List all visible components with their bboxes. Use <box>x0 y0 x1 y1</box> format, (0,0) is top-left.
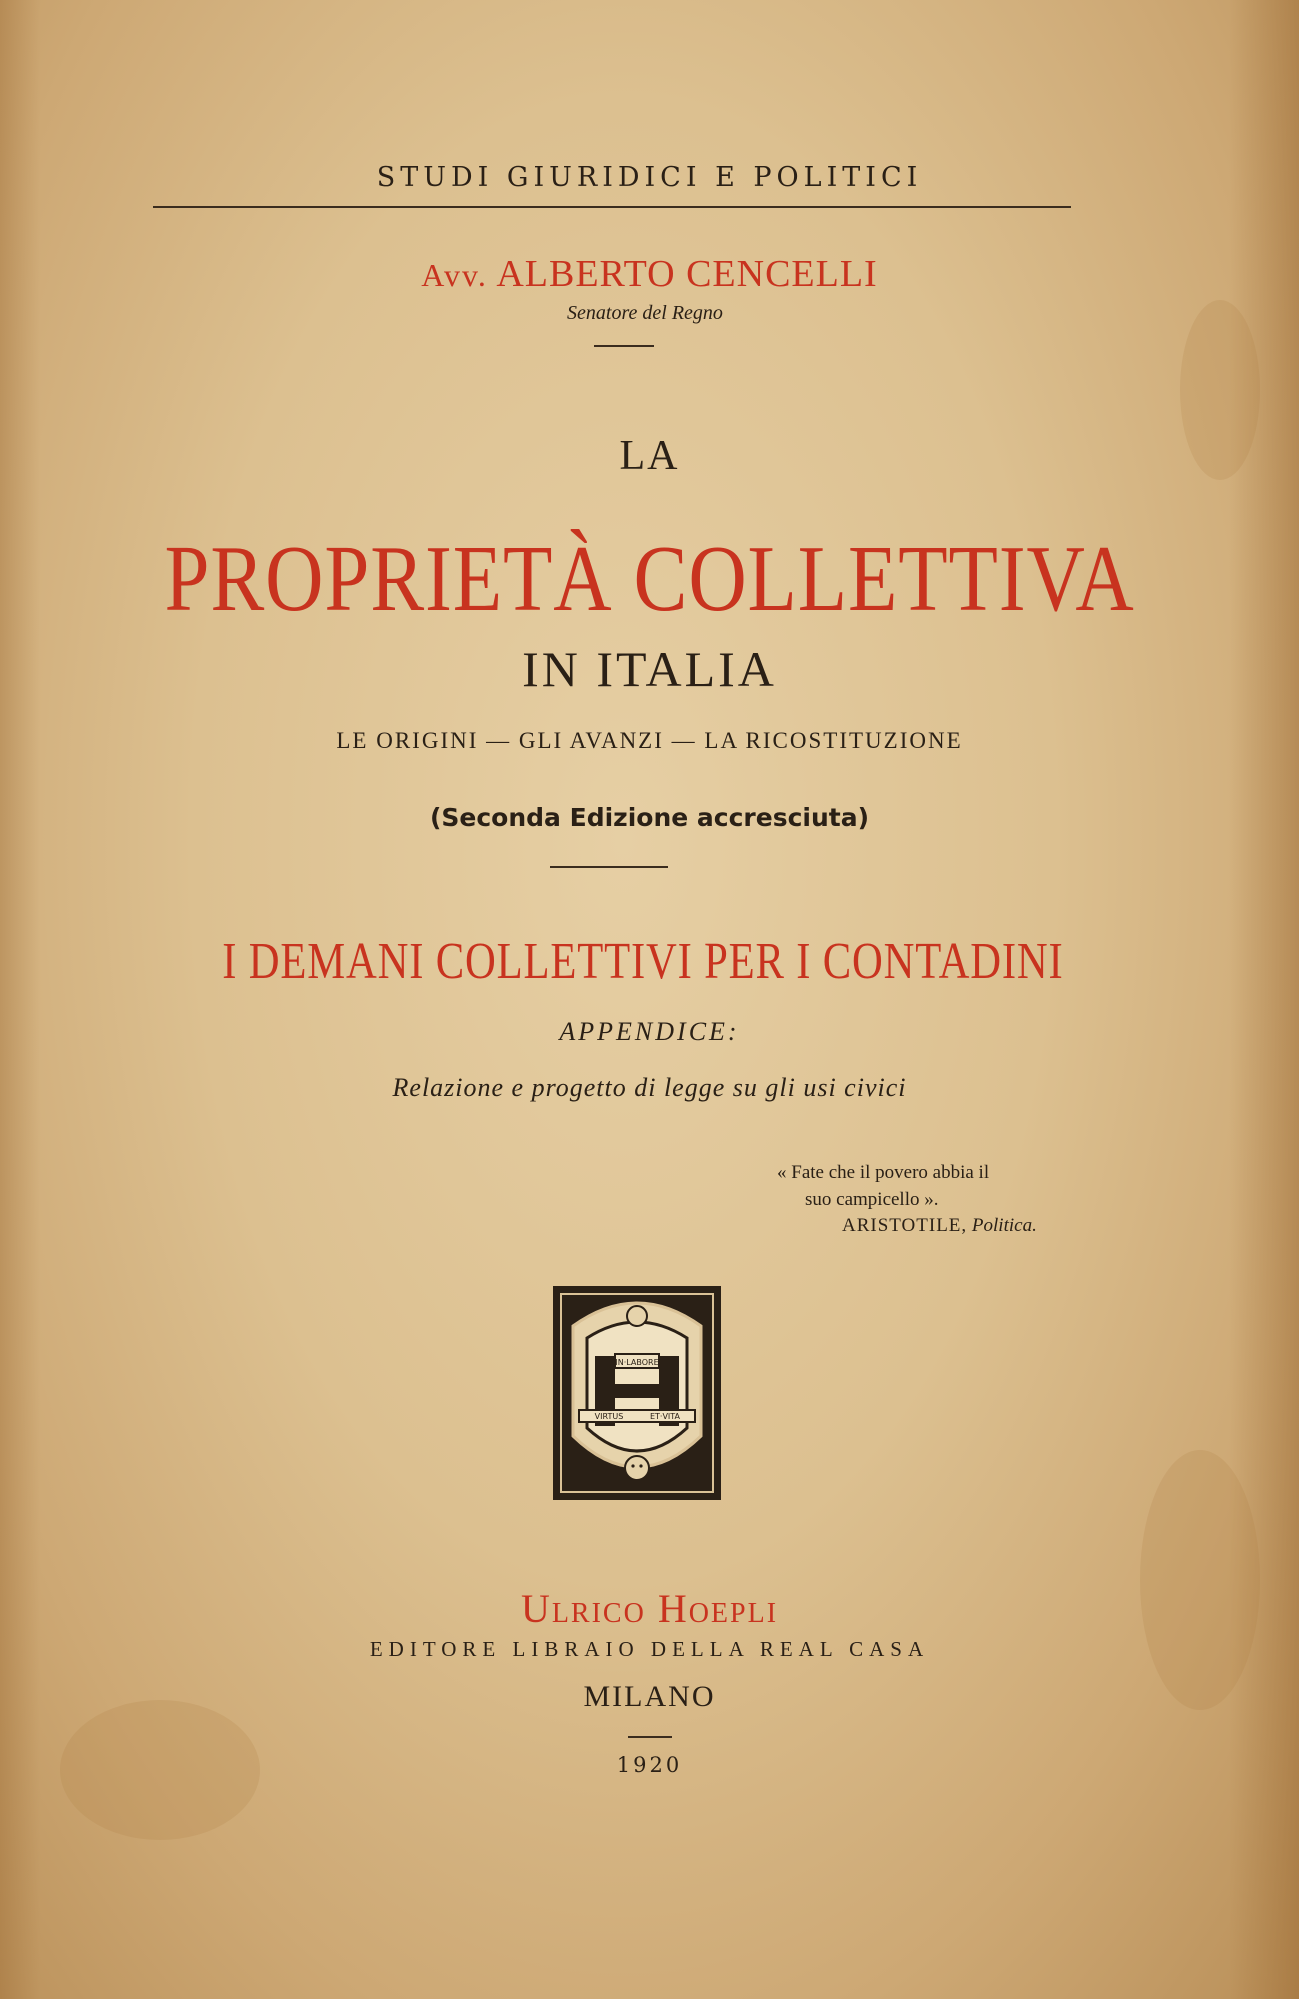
appendix-label: APPENDICE: <box>559 1017 740 1046</box>
publication-year: 1920 <box>616 1753 683 1777</box>
series-title: STUDI GIURIDICI E POLITICI <box>376 162 923 193</box>
publisher-description: EDITORE LIBRAIO DELLA REAL CASA <box>369 1637 930 1661</box>
publisher-emblem-icon <box>553 1286 721 1500</box>
title-place: IN ITALIA <box>522 641 777 697</box>
epigraph-author: ARISTOTILE, <box>842 1215 968 1236</box>
author-line <box>0 252 1299 296</box>
foxing-spot <box>1140 1450 1260 1710</box>
subtitle: LE ORIGINI — GLI AVANZI — LA RICOSTITUZIONE <box>336 728 963 753</box>
publisher-name: Ulrico Hoepli <box>520 1586 779 1631</box>
title-article: LA <box>619 433 680 479</box>
divider-rule <box>550 866 668 868</box>
author-name: ALBERTO CENCELLI <box>496 253 878 295</box>
edition-note: (Seconda Edizione accresciuta) <box>429 803 870 832</box>
appendix-text: Relazione e progetto di legge su gli usi civici <box>392 1073 907 1102</box>
emblem-motto-right: ET·VITA <box>649 1412 681 1421</box>
epigraph-work: Politica. <box>971 1215 1037 1236</box>
epigraph-attribution <box>842 1215 1037 1237</box>
main-title: PROPRIETÀ COLLETTIVA <box>164 527 1135 631</box>
publication-city: MILANO <box>583 1680 716 1713</box>
divider-rule <box>594 345 654 347</box>
header-rule <box>153 206 1071 208</box>
second-title: I DEMANI COLLETTIVI PER I CONTADINI <box>222 933 1064 990</box>
author-prefix: Avv. <box>421 257 488 293</box>
emblem-motto-top: IN·LABORE <box>615 1358 659 1367</box>
divider-rule <box>628 1736 672 1738</box>
epigraph-line-2: suo campicello ». <box>805 1189 939 1210</box>
emblem-motto-left: VIRTUS <box>594 1412 624 1421</box>
author-title: Senatore del Regno <box>567 302 723 324</box>
epigraph-line-1: « Fate che il povero abbia il <box>777 1162 990 1183</box>
